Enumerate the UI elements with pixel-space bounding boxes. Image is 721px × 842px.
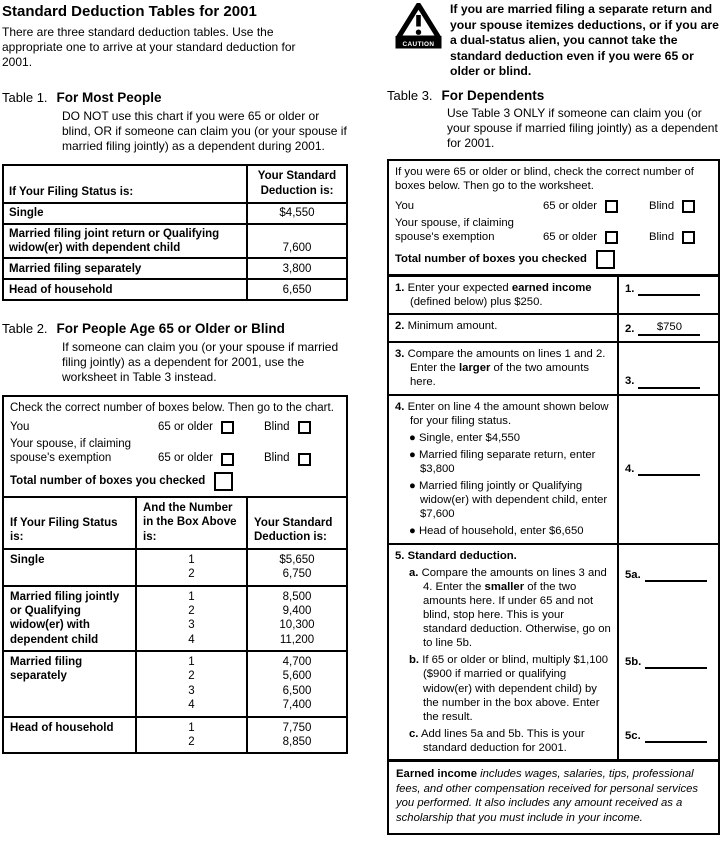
table1-col1-header: If Your Filing Status is:: [4, 166, 248, 202]
box-number: 2: [188, 604, 195, 617]
you-label: You: [395, 199, 415, 212]
deduction-amount: 9,400: [282, 604, 312, 617]
worksheet-line-4: [389, 394, 718, 543]
answer-blank-4[interactable]: [638, 462, 700, 476]
deduction-amount-cell: $4,550: [279, 207, 315, 220]
deduction-amount: 8,850: [282, 735, 312, 748]
line-text: b. If 65 or older or blind, multiply $1,100 ($900 if married or qualifying widow(er) with dependent child) by the number in the box above. Enter the result.: [409, 654, 609, 723]
box-number-cell: [137, 718, 248, 753]
earned-income-term: Earned income: [396, 768, 477, 781]
blind-label: Blind: [264, 420, 290, 433]
svg-text:CAUTION: CAUTION: [402, 40, 435, 48]
deduction-amount: 7,400: [282, 699, 312, 712]
table2-checkbox-intro: Check the correct number of boxes below. Then go to the chart.: [10, 402, 334, 415]
page-title: Standard Deduction Tables for 2001: [2, 3, 257, 20]
filing-status-cell: Married filing separately: [4, 259, 248, 278]
deduction-amount: 5,600: [282, 670, 312, 683]
filing-status-cell: Single: [4, 550, 137, 585]
filing-status-cell: Head of household: [4, 280, 248, 299]
table3-label: Table 3.: [387, 87, 433, 103]
spouse-label: Your spouse, if claiming spouse's exemption: [395, 216, 514, 243]
blind-label: Blind: [649, 199, 675, 212]
worksheet-line-5b: [389, 650, 718, 724]
box-number: 3: [188, 619, 195, 632]
deduction-amount: 10,300: [279, 619, 315, 632]
box-number-cell: [137, 587, 248, 651]
checkbox-spouse-blind[interactable]: [682, 231, 695, 244]
older-label: 65 or older: [158, 420, 213, 433]
total-boxes-label: Total number of boxes you checked: [10, 475, 206, 488]
deduction-amount: 6,500: [282, 684, 312, 697]
filing-status-cell: Married filing separately: [4, 652, 137, 716]
answer-cell: [617, 315, 718, 341]
table2-header-row: [4, 498, 346, 548]
deduction-amount: $5,650: [279, 553, 315, 566]
answer-number: 5a.: [625, 568, 641, 581]
total-boxes-row: [10, 472, 340, 491]
answer-number: 1.: [625, 282, 635, 295]
blind-label: Blind: [649, 230, 675, 243]
answer-cell: [617, 545, 718, 563]
box-number: 4: [188, 633, 195, 646]
line-letter: c.: [409, 727, 419, 740]
box-number-cell: [137, 652, 248, 716]
table3: [387, 159, 720, 834]
checkbox-you-65[interactable]: [605, 200, 618, 213]
table1-title: For Most People: [56, 89, 162, 105]
table2-note: If someone can claim you (or your spouse if married filing jointly) as a dependent for 2001, use the worksheet in Table 3 instead.: [62, 340, 339, 385]
caution-icon: [395, 3, 442, 55]
box-number: 2: [188, 670, 195, 683]
table3-heading: [387, 88, 720, 105]
answer-blank-3[interactable]: [638, 375, 700, 389]
spouse-row: [10, 437, 340, 466]
checkbox-you-blind[interactable]: [298, 421, 311, 434]
bullet-item: ● Married filing separate return, enter $3,800: [409, 448, 596, 476]
table1-label: Table 1.: [2, 89, 48, 105]
table2-chart: [4, 496, 346, 753]
earned-income-note: Earned income includes wages, salaries, tips, professional fees, and other compensation received for personal services you performed. It also includes any amount received as a scholarship that you must include in your income.: [389, 759, 718, 833]
line-text: a. Compare the amounts on lines 3 and 4. Enter the smaller of the two amounts here. If under 65 and not blind, stop here. This is your standard deduction. Otherwise, go on to line 5b.: [409, 566, 611, 650]
box-number: 1: [188, 656, 195, 668]
line-text: 4. Enter on line 4 the amount shown below for your filing status.: [395, 400, 609, 427]
answer-cell: [617, 724, 718, 759]
answer-blank-5a[interactable]: [645, 568, 707, 582]
checkbox-spouse-65[interactable]: [605, 231, 618, 244]
answer-blank-5c[interactable]: [645, 729, 707, 743]
checkbox-spouse-65[interactable]: [221, 453, 234, 466]
box-number: 2: [188, 735, 195, 748]
table-row: [4, 650, 346, 716]
box-number: 1: [188, 553, 195, 566]
box-number: 1: [188, 590, 195, 603]
box-number-cell: [137, 550, 248, 585]
table-row: [4, 716, 346, 753]
line-text: 2. Minimum amount.: [395, 320, 498, 333]
line-text: 1. Enter your expected earned income (defined below) plus $250.: [395, 281, 592, 309]
answer-number: 3.: [625, 375, 635, 388]
checkbox-you-65[interactable]: [221, 421, 234, 434]
older-label: 65 or older: [158, 452, 213, 465]
worksheet-line-5: [389, 543, 718, 563]
you-row: [395, 199, 712, 213]
intro-text: There are three standard deduction tables. Use the appropriate one to arrive at your standard deduction for 2001.: [2, 24, 296, 69]
caution-block: [387, 2, 720, 80]
answer-number: 2.: [625, 323, 635, 336]
table3-note: Use Table 3 ONLY if someone can claim you (or your spouse if married filing jointly) as a dependent for 2001.: [447, 106, 718, 151]
table2-col3-header: Your Standard Deduction is:: [254, 517, 333, 544]
table1-col2-header: Your Standard Deduction is:: [257, 170, 337, 197]
deduction-amount-cell: 3,800: [282, 263, 312, 275]
bullet-item: ● Head of household, enter $6,650: [409, 525, 584, 538]
table-row: [4, 548, 346, 585]
worksheet-line-2: [389, 313, 718, 341]
filing-status-cell: Married filing jointly or Qualifying widow(er) with dependent child: [4, 587, 137, 651]
answer-number: 5c.: [625, 729, 641, 742]
deduction-amount-cell: [248, 550, 346, 585]
total-boxes-label: Total number of boxes you checked: [395, 253, 587, 266]
table1-heading: [2, 90, 348, 107]
deduction-amount: 4,700: [282, 656, 312, 668]
total-boxes-row: [395, 250, 712, 269]
right-column: [387, 2, 720, 835]
answer-cell: [617, 343, 718, 393]
filing-status-cell: Married filing joint return or Qualifying widow(er) with dependent child: [4, 225, 248, 258]
table2-col2-header: And the Number in the Box Above is:: [137, 498, 248, 548]
deduction-amount: 7,750: [282, 721, 312, 734]
table-row: [4, 202, 346, 223]
checkbox-spouse-blind[interactable]: [298, 453, 311, 466]
total-boxes-input[interactable]: [214, 472, 233, 491]
line-letter: b.: [409, 654, 420, 667]
table2-checkbox-area: [4, 397, 346, 496]
spouse-label: Your spouse, if claiming spouse's exemption: [10, 438, 132, 465]
older-label: 65 or older: [543, 230, 598, 243]
table-row: [4, 278, 346, 299]
filing-status-cell: Single: [4, 204, 248, 223]
worksheet-line-3: [389, 341, 718, 393]
table2-col1-header: If Your Filing Status is:: [4, 498, 137, 548]
box-number: 2: [188, 568, 195, 581]
worksheet-line-5c: [389, 724, 718, 759]
line-number: 1.: [395, 281, 405, 294]
deduction-amount: 11,200: [279, 633, 315, 646]
answer-cell: [617, 277, 718, 313]
left-column: [2, 3, 348, 754]
answer-cell: [617, 396, 718, 543]
box-number: 4: [188, 699, 195, 712]
answer-value-2[interactable]: $750: [638, 320, 700, 336]
worksheet-line-5a: [389, 563, 718, 651]
table-row: [4, 585, 346, 651]
answer-number: 4.: [625, 463, 635, 476]
deduction-amount-cell: [248, 718, 346, 753]
table2-label: Table 2.: [2, 321, 48, 337]
total-boxes-input[interactable]: [596, 250, 615, 269]
table-row: [4, 223, 346, 258]
answer-blank-5b[interactable]: [645, 655, 707, 669]
deduction-amount-cell: 6,650: [282, 284, 312, 296]
table3-checkbox-intro: If you were 65 or older or blind, check the correct number of boxes below. Then go to the worksheet.: [395, 166, 694, 193]
deduction-amount: 6,750: [282, 568, 312, 581]
bullet-item: ● Single, enter $4,550: [409, 431, 521, 444]
table1: [2, 164, 348, 302]
deduction-amount: 8,500: [282, 590, 312, 603]
you-label: You: [10, 420, 30, 433]
line-text: 3. Compare the amounts on lines 1 and 2. Enter the larger of the two amounts here.: [395, 348, 606, 389]
caution-text: If you are married filing a separate return and your spouse itemizes deductions, or if you are a dual-status alien, you cannot take the standard deduction even if you were 65 or older or blind.: [450, 2, 719, 78]
table1-note: DO NOT use this chart if you were 65 or older or blind, OR if someone can claim you (or your spouse if married filing jointly) as a dependent during 2001.: [62, 108, 347, 153]
spouse-row: [395, 216, 712, 244]
table2-heading: [2, 321, 348, 338]
blind-label: Blind: [264, 452, 290, 465]
table3-checkbox-area: [389, 194, 718, 274]
line-letter: a.: [409, 566, 419, 579]
answer-number: 5b.: [625, 656, 642, 669]
checkbox-you-blind[interactable]: [682, 200, 695, 213]
line-number: 5.: [395, 549, 405, 562]
answer-cell: [617, 563, 718, 651]
box-number: 1: [188, 721, 195, 734]
deduction-amount-cell: 7,600: [282, 242, 312, 254]
line-number: 2.: [395, 320, 405, 333]
table3-title: For Dependents: [441, 87, 545, 103]
line-text: c. Add lines 5a and 5b. This is your standard deduction for 2001.: [409, 727, 585, 754]
table2-title: For People Age 65 or Older or Blind: [56, 321, 285, 337]
line-number: 3.: [395, 348, 405, 361]
line-text: 5. Standard deduction.: [395, 549, 517, 562]
you-row: [10, 420, 340, 434]
box-number: 3: [188, 684, 195, 697]
line-number: 4.: [395, 400, 405, 413]
bullet-item: ● Married filing jointly or Qualifying widow(er) with dependent child, enter $7,600: [409, 480, 608, 521]
answer-blank-1[interactable]: [638, 282, 700, 296]
deduction-amount-cell: [248, 587, 346, 651]
table-row: [4, 257, 346, 278]
older-label: 65 or older: [543, 199, 598, 212]
deduction-amount-cell: [248, 652, 346, 716]
table2: [2, 395, 348, 754]
answer-cell: [617, 650, 718, 724]
worksheet-line-1: [389, 274, 718, 313]
filing-status-cell: Head of household: [4, 718, 137, 753]
table1-header-row: [4, 166, 346, 202]
